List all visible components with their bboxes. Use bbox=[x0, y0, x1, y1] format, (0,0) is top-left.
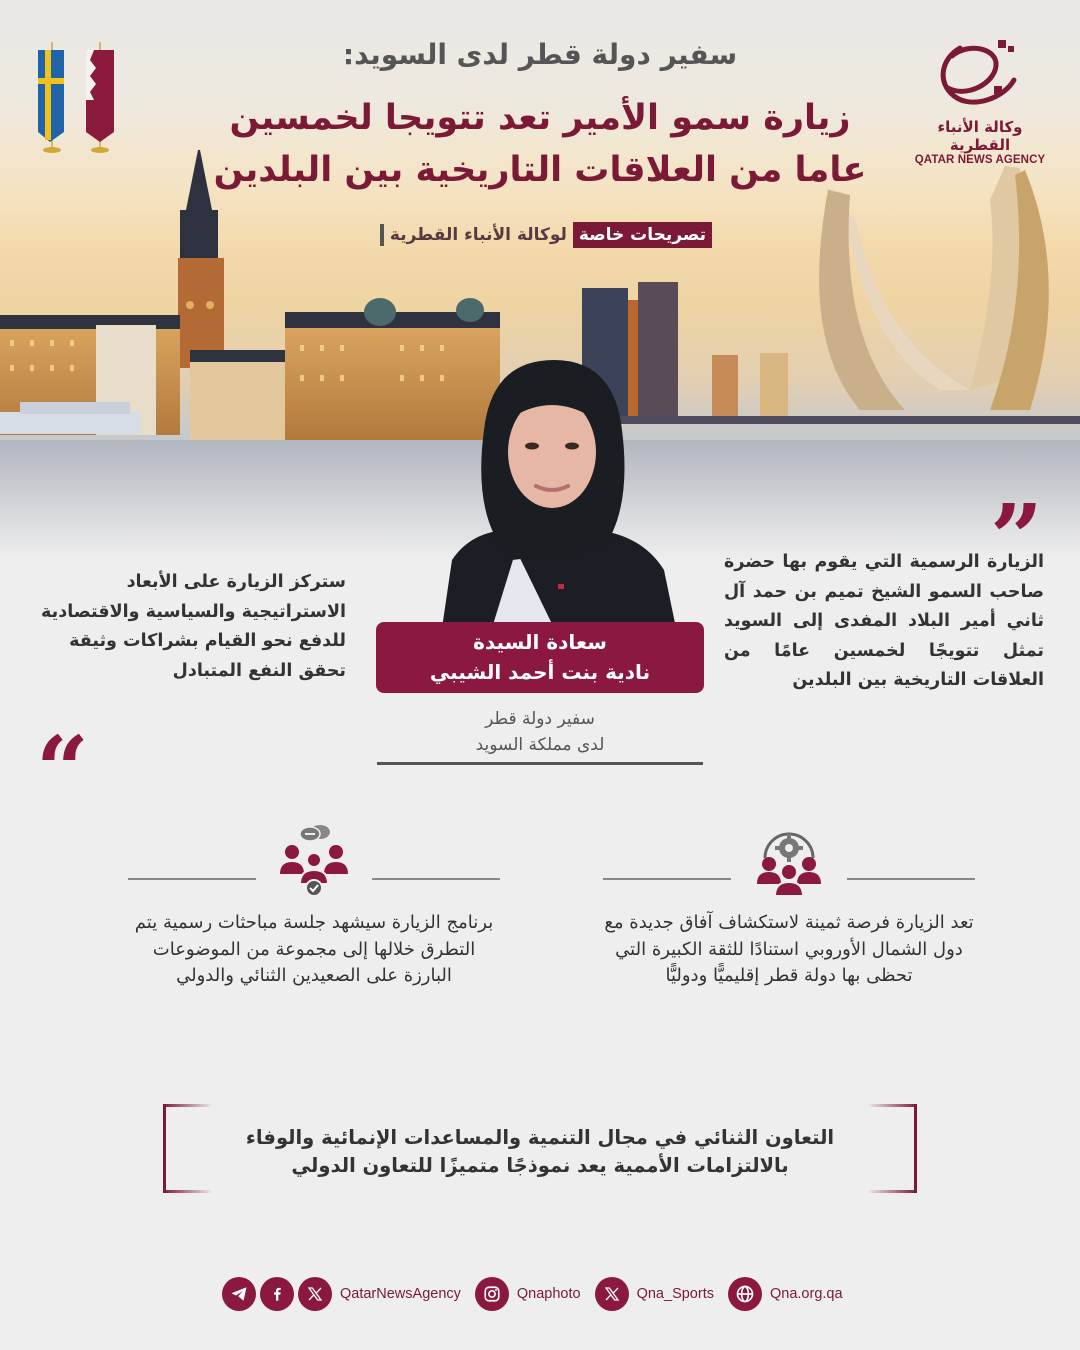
tag-divider bbox=[380, 224, 384, 246]
callout-corner bbox=[163, 1190, 213, 1193]
ambassador-portrait bbox=[432, 360, 676, 628]
speaker-name: نادية بنت أحمد الشيبي bbox=[429, 660, 651, 684]
team-discussion-icon bbox=[274, 820, 354, 900]
opening-quote-icon: “ bbox=[36, 716, 89, 824]
exclusive-tag bbox=[362, 221, 712, 249]
speaker-role-line-1: سفير دولة قطر bbox=[485, 709, 595, 729]
feature-divider-left bbox=[603, 878, 731, 880]
feature-divider-left bbox=[128, 878, 256, 880]
feature-divider-right bbox=[847, 878, 975, 880]
quote-right: الزيارة الرسمية التي يقوم بها حضرة صاحب السمو الشيخ تميم بن حمد آل ثاني أمير البلاد المفدى إلى السويد تمثل تتويجًا لخمسين عامًا من العلاقات التاريخية بين البلدين bbox=[724, 552, 1044, 690]
instagram-icon[interactable] bbox=[475, 1277, 509, 1311]
feature-divider-right bbox=[372, 878, 500, 880]
headline bbox=[200, 92, 880, 196]
callout-line-1: التعاون الثنائي في مجال التنمية والمساعدات الإنمائية والوفاء bbox=[245, 1126, 835, 1149]
social-qatarnewsagency[interactable] bbox=[222, 1277, 461, 1311]
handle-qatarnewsagency[interactable]: QatarNewsAgency bbox=[340, 1286, 461, 1302]
callout-border-left bbox=[163, 1104, 166, 1193]
quote-left: ستركز الزيارة على الأبعاد الاستراتيجية والسياسية والاقتصادية للدفع نحو القيام بشراكات وثيقة تحقق النفع المتبادل bbox=[41, 572, 346, 681]
globe-icon[interactable] bbox=[728, 1277, 762, 1311]
speaker-role-line-2: لدى مملكة السويد bbox=[475, 735, 605, 755]
role-divider bbox=[377, 762, 703, 765]
closing-quote-icon: ” bbox=[990, 484, 1043, 592]
qna-logo bbox=[905, 36, 1055, 166]
logo-arabic-text: وكالة الأنباء القطرية bbox=[937, 118, 1023, 154]
headline-line-1: زيارة سمو الأمير تعد تتويجا لخمسين bbox=[229, 98, 851, 138]
logo-english-text: QATAR NEWS AGENCY bbox=[914, 154, 1046, 166]
team-gear-icon bbox=[749, 820, 829, 900]
speaker-title: سعادة السيدة bbox=[473, 630, 607, 654]
feature-opportunity-text: تعد الزيارة فرصة ثمينة لاستكشاف آفاق جديدة مع دول الشمال الأوروبي استنادًا للثقة الكبيرة التي تحظى بها دولة قطر إقليميًّا ودوليًّا bbox=[604, 912, 974, 986]
speaker-name-card bbox=[376, 622, 704, 693]
handle-website[interactable]: Qna.org.qa bbox=[769, 1286, 843, 1302]
headline-line-2: عاما من العلاقات التاريخية بين البلدين bbox=[213, 150, 867, 190]
social-qna-sports[interactable] bbox=[595, 1277, 714, 1311]
facebook-icon[interactable] bbox=[260, 1277, 294, 1311]
callout-corner bbox=[163, 1104, 213, 1107]
callout-corner bbox=[867, 1190, 917, 1193]
callout-border-right bbox=[914, 1104, 917, 1193]
cooperation-callout bbox=[163, 1104, 917, 1193]
social-footer bbox=[222, 1276, 857, 1312]
social-website[interactable] bbox=[728, 1277, 843, 1311]
handle-qna-sports[interactable]: Qna_Sports bbox=[636, 1286, 714, 1302]
x-icon[interactable] bbox=[298, 1277, 332, 1311]
flags-graphic bbox=[34, 36, 124, 156]
kicker-title: سفير دولة قطر لدى السويد: bbox=[342, 38, 738, 71]
x-icon[interactable] bbox=[595, 1277, 629, 1311]
handle-qnaphoto[interactable]: Qnaphoto bbox=[516, 1286, 581, 1302]
qatar-flag bbox=[86, 42, 114, 153]
callout-corner bbox=[867, 1104, 917, 1107]
exclusive-tag-highlight: تصريحات خاصة bbox=[573, 222, 712, 248]
feature-talks-text: برنامج الزيارة سيشهد جلسة مباحثات رسمية يتم التطرق خلالها إلى مجموعة من الموضوعات البارزة على الصعيدين الثنائي والدولي bbox=[134, 912, 494, 986]
callout-line-2: بالالتزامات الأممية يعد نموذجًا متميزًا للتعاون الدولي bbox=[291, 1154, 789, 1177]
social-qnaphoto[interactable] bbox=[475, 1277, 581, 1311]
telegram-icon[interactable] bbox=[222, 1277, 256, 1311]
sweden-flag bbox=[38, 42, 64, 153]
qna-emblem-icon bbox=[932, 36, 1028, 112]
speaker-role bbox=[376, 706, 704, 758]
exclusive-tag-text: لوكالة الأنباء القطرية bbox=[389, 225, 567, 245]
